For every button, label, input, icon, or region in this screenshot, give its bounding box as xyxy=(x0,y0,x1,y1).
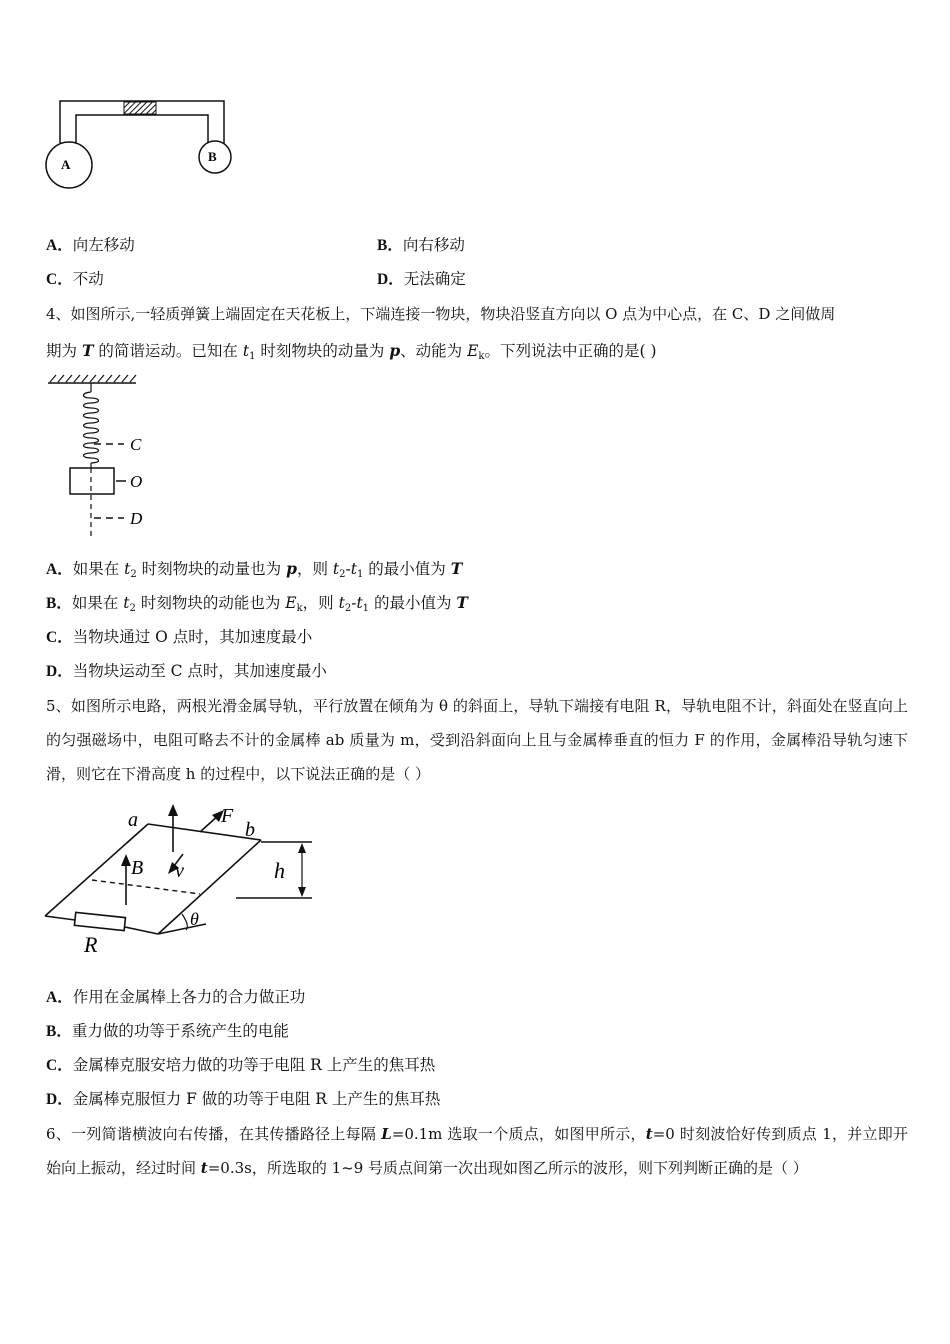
q4-option-b[interactable]: B．如果在 $t_2$ 时刻物块的动能也为 $E_k$，则 $t_2-t_1$ 的最小值为 T xyxy=(46,593,468,614)
q4-stem-line-1: 4、如图所示,一轻质弹簧上端固定在天花板上，下端连接一物块，物块沿竖直方向以 O 点为中心点，在 C、D 之间做周 xyxy=(46,305,836,323)
q3-option-d[interactable] xyxy=(377,268,466,291)
q3-label-a: A xyxy=(61,157,71,172)
q5-label-r: R xyxy=(84,932,98,957)
q4-figure-spring-oscillator xyxy=(44,372,164,542)
q4-option-c[interactable]: C．当物块通过 O 点时，其加速度最小 xyxy=(46,628,313,646)
q5-label-f: F xyxy=(221,805,234,827)
q4-stem-line-2: 期为 T 的简谐运动。已知在 $t_1$ 时刻物块的动量为 p、动能为 $E_k$。下列说法中正确的是( ) xyxy=(46,341,657,362)
q3-label-b: B xyxy=(208,149,217,164)
q4-option-a[interactable]: A．如果在 $t_2$ 时刻物块的动量也为 p，则 $t_2-t_1$ 的最小值为 T xyxy=(46,559,463,580)
q3-option-b[interactable] xyxy=(377,234,465,257)
q4-label-d: D xyxy=(130,509,143,528)
q5-label-h: h xyxy=(274,858,285,883)
q3-option-c-text: 不动 xyxy=(72,270,104,288)
q3-option-d-text: 无法确定 xyxy=(403,270,466,288)
q5-option-b[interactable]: B．重力做的功等于系统产生的电能 xyxy=(46,1022,289,1040)
q3-option-a[interactable] xyxy=(46,234,135,257)
q3-figure-tube-diagram xyxy=(40,95,240,195)
q3-option-a-text: 向左移动 xyxy=(72,236,135,254)
q5-label-a: a xyxy=(128,809,138,831)
q4-label-o: O xyxy=(130,472,143,491)
q4-block xyxy=(70,468,114,494)
q5-stem: 5、如图所示电路，两根光滑金属导轨，平行放置在倾角为 θ 的斜面上，导轨下端接有电阻 R，导轨电阻不计，斜面处在竖直向上的匀强磁场中，电阻可略去不计的金属棒 ab 质量为 m，受到沿斜面向上且与金属棒垂直的恒力 F 的作用，金属棒沿导轨匀速下滑，则它在下滑高度 h 的过程中，以下说法正确的是（ ） xyxy=(46,697,908,783)
q5-option-c[interactable]: C．金属棒克服安培力做的功等于电阻 R 上产生的焦耳热 xyxy=(46,1056,436,1074)
q3-option-b-text: 向右移动 xyxy=(402,236,465,254)
q5-resistor xyxy=(74,912,125,930)
q5-label-bfield: B xyxy=(131,857,144,879)
q3-option-d-letter: D． xyxy=(377,271,404,288)
q4-label-c: C xyxy=(130,435,142,454)
q6-stem: 6、一列简谐横波向右传播，在其传播路径上每隔 L=0.1m 选取一个质点，如图甲所示，t=0 时刻波恰好传到质点 1，并立即开始向上振动，经过时间 t=0.3s，所选取的 1~9 号质点间第一次出现如图乙所示的波形，则下列判断正确的是（ ） xyxy=(46,1125,908,1177)
q5-figure-incline-rails xyxy=(40,800,340,960)
q5-label-b: b xyxy=(245,819,255,841)
q3-option-b-letter: B． xyxy=(377,237,403,254)
q5-option-a[interactable]: A．作用在金属棒上各力的合力做正功 xyxy=(46,988,306,1006)
q3-option-c[interactable] xyxy=(46,268,104,291)
q3-option-c-letter: C． xyxy=(46,271,73,288)
q3-option-a-letter: A． xyxy=(46,237,73,254)
q5-label-v: v xyxy=(175,860,184,882)
q4-option-d[interactable]: D．当物块运动至 C 点时，其加速度最小 xyxy=(46,662,327,680)
q5-label-theta: θ xyxy=(190,909,199,929)
q4-spring-coil xyxy=(84,392,99,463)
q5-option-d[interactable]: D．金属棒克服恒力 F 做的功等于电阻 R 上产生的焦耳热 xyxy=(46,1090,441,1108)
